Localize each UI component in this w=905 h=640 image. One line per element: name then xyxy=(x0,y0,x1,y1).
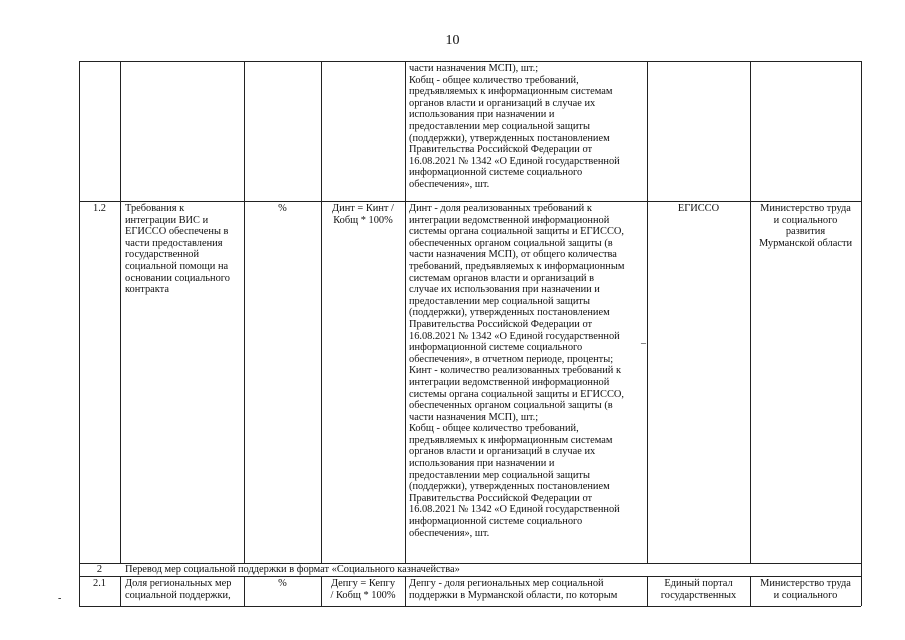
column-divider xyxy=(405,576,406,606)
section-title: Перевод мер социальной поддержки в формат «Социального казначейства» xyxy=(125,564,460,575)
indicator-name: Требования к интеграции ВИС и ЕГИССО обеспечены в части предоставления государственной социальной помощи на основании социального контракта xyxy=(125,203,230,296)
table-right-border xyxy=(861,61,862,606)
responsible-body: Министерство труда и социального xyxy=(760,578,851,601)
data-source: ЕГИССО xyxy=(677,203,720,214)
column-divider xyxy=(120,61,121,563)
continued-description: части назначения МСП), шт.; Кобщ - общее количество требований, предъявляемых к информационным системам органов власти и организаций в случае их использования при назначении и предоставлении мер социальной защиты (поддержки), утвержденных постановлением Правительства Российской Федерации от 16.08.2021 № 1342 «О Единой государственной информационной системе социального обеспечения», шт. xyxy=(409,63,620,190)
indicator-name: Доля региональных мер социальной поддержки, xyxy=(125,578,232,601)
column-divider xyxy=(244,61,245,563)
responsible-body: Министерство труда и социального развития Мурманской области xyxy=(758,203,853,249)
section-number: 2 xyxy=(96,564,103,575)
table-left-border xyxy=(79,61,80,606)
column-divider xyxy=(321,61,322,563)
formula-description: Динт - доля реализованных требований к интеграции ведомственной информационной системы органа социальной защиты и ЕГИССО, обеспеченных органом социальной защиты (в части назначения МСП), от общего количества требований, предъявляемых к информационным системам органов власти и организаций в случае их использования при назначении и предоставлении мер социальной защиты (поддержки), утвержденных постановлением Правительства Российской Федерации от 16.08.2021 № 1342 «О Единой государственной информационной системе социального обеспечения», в отчетном периоде, проценты; Кинт - количество реализованных требований к интеграции ведомственной информационной системы органа социальной защиты и ЕГИССО, обеспеченных органом социальной защиты (в части назначения МСП), шт.; Кобщ - общее количество требований, предъявляемых к информационным системам органов власти и организаций в случае их использования при назначении и предоставлении мер социальной защиты (поддержки), утвержденных постановлением Правительства Российской Федерации от 16.08.2021 № 1342 «О Единой государственной информационной системе социального обеспечения», шт. xyxy=(409,203,625,539)
row-number: 2.1 xyxy=(93,578,106,589)
formula-description: Депгу - доля региональных мер социальной поддержки в Мурманской области, по которым xyxy=(409,578,618,601)
calculation-formula: Депгу = Кепгу / Кобщ * 100% xyxy=(330,578,396,601)
unit-of-measure: % xyxy=(278,578,287,589)
column-divider xyxy=(647,61,648,563)
table-top-border xyxy=(79,61,861,62)
row-divider xyxy=(79,576,861,577)
scan-mark: – xyxy=(641,338,646,349)
unit-of-measure: % xyxy=(278,203,287,214)
page-number: 10 xyxy=(445,33,460,48)
column-divider xyxy=(120,576,121,606)
column-divider xyxy=(405,61,406,563)
data-source: Единый портал государственных xyxy=(660,578,737,601)
scan-mark: - xyxy=(58,593,62,604)
row-number: 1.2 xyxy=(93,203,106,214)
column-divider xyxy=(750,61,751,563)
calculation-formula: Динт = Кинт / Кобщ * 100% xyxy=(332,203,394,226)
row-divider xyxy=(79,201,861,202)
table-bottom-border xyxy=(79,606,861,607)
